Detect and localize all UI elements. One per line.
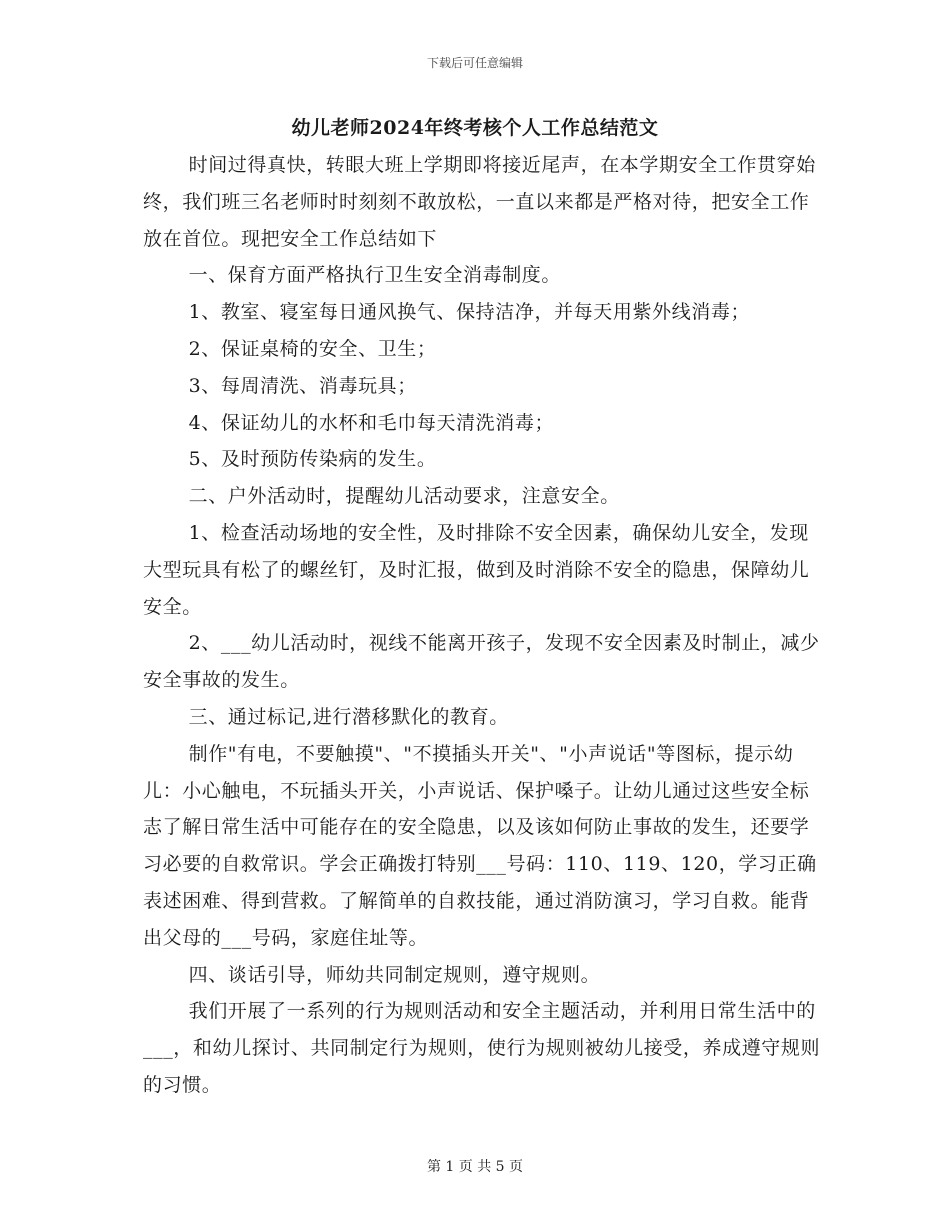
page-number: 第 1 页 共 5 页	[426, 1159, 524, 1175]
list-item: 1、教室、寝室每日通风换气、保持洁净，并每天用紫外线消毒；	[188, 301, 751, 324]
list-item: 2、___幼儿活动时，视线不能离开孩子，发现不安全因素及时制止，减少安全事故的发生。	[143, 632, 820, 692]
list-item: 4、保证幼儿的水杯和毛巾每天清洗消毒；	[188, 411, 555, 434]
paragraph-intro: 时间过得真快，转眼大班上学期即将接近尾声，在本学期安全工作贯穿始终，我们班三名老师时时刻刻不敢放松，一直以来都是严格对待，把安全工作放在首位。现把安全工作总结如下	[143, 154, 816, 250]
section-heading-1: 一、保育方面严格执行卫生安全消毒制度。	[188, 264, 561, 287]
section-heading-2: 二、户外活动时，提醒幼儿活动要求，注意安全。	[188, 485, 620, 508]
document-body	[143, 147, 823, 1104]
paragraph-body: 我们开展了一系列的行为规则活动和安全主题活动，并利用日常生活中的___，和幼儿探讨、共同制定行为规则，使行为规则被幼儿接受，养成遵守规则的习惯。	[143, 1000, 821, 1096]
section-heading-4: 四、谈话引导，师幼共同制定规则，遵守规则。	[188, 963, 601, 986]
list-item: 5、及时预防传染病的发生。	[188, 448, 437, 471]
header-note: 下载后可任意编辑	[426, 56, 523, 70]
list-item: 2、保证桌椅的安全、卫生；	[188, 337, 437, 360]
paragraph-body: 制作"有电，不要触摸"、"不摸插头开关"、"小声说话"等图标，提示幼儿：小心触电，不玩插头开关，小声说话、保护嗓子。让幼儿通过这些安全标志了解日常生活中可能存在的安全隐患，以及该如何防止事故的发生，还要学习必要的自救常识。学会正确拨打特别___号码：110、119、120，学习正确表述困难、得到营救。了解简单的自救技能，通过消防演习，学习自救。能背出父母的___号码，家庭住址等。	[143, 742, 817, 949]
document-title: 幼儿老师2024年终考核个人工作总结范文	[291, 117, 659, 139]
list-item: 1、检查活动场地的安全性，及时排除不安全因素，确保幼儿安全，发现大型玩具有松了的螺丝钉，及时汇报，做到及时消除不安全的隐患，保障幼儿安全。	[143, 521, 810, 618]
list-item: 3、每周清洗、消毒玩具；	[188, 374, 417, 397]
section-heading-3: 三、通过标记,进行潜移默化的教育。	[188, 705, 509, 728]
